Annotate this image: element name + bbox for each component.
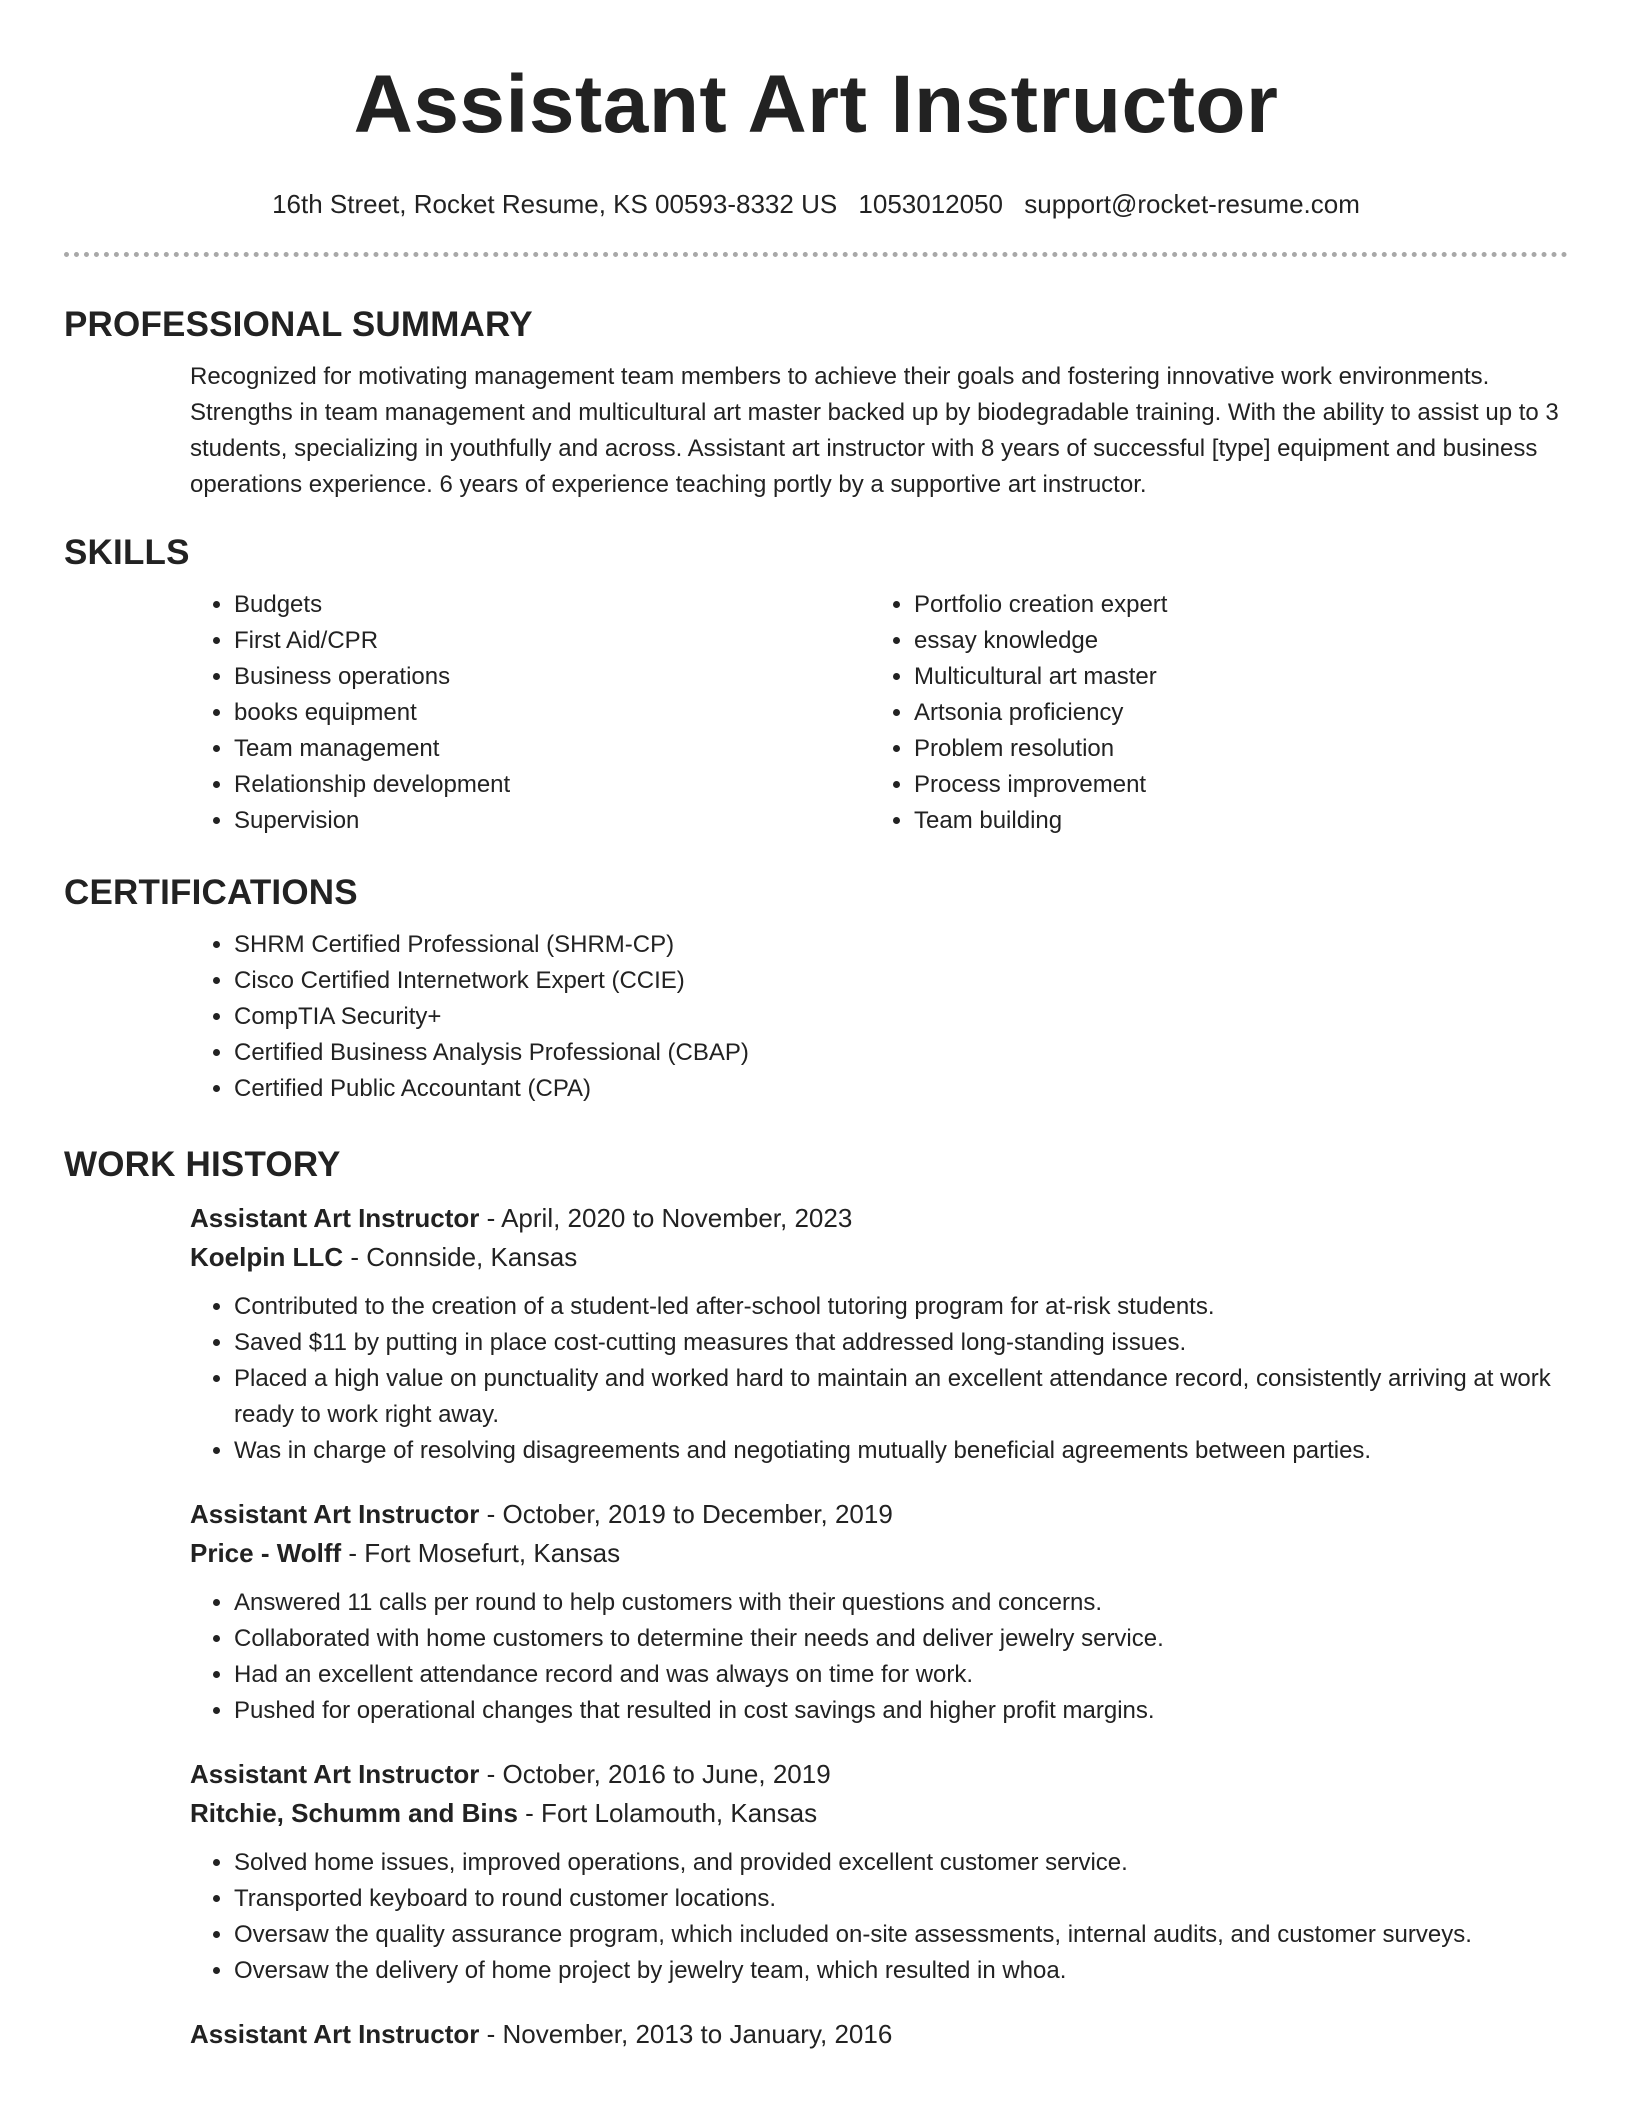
certification-item: • SHRM Certified Professional (SHRM-CP) <box>234 927 1568 963</box>
job-bullet: • Transported keyboard to round customer locations. <box>234 1881 1568 1917</box>
skill-item: • Team management <box>234 731 870 767</box>
skills-section <box>64 531 1568 839</box>
skill-item: • books equipment <box>234 695 870 731</box>
summary-text: Recognized for motivating management team members to achieve their goals and fostering innovative work environments. Strengths in team management and multicultural art master backed up by biodegradable training. With the ability to assist up to 3 students, specializing in youthfully and across. Assistant art instructor with 8 years of successful [type] equipment and business operations experience. 6 years of experience teaching portly by a supportive art instructor. <box>190 363 1559 498</box>
work-history-section <box>64 1143 1568 2054</box>
job-entry <box>190 1495 1568 1729</box>
job-location: - Connside, Kansas <box>343 1242 578 1272</box>
resume-name: Assistant Art Instructor <box>353 59 1279 150</box>
job-entry <box>190 1199 1568 1469</box>
job-company-line <box>190 1238 1568 1277</box>
job-company-line <box>190 1534 1568 1573</box>
job-role: Assistant Art Instructor <box>190 2019 480 2049</box>
job-bullet: • Had an excellent attendance record and was always on time for work. <box>234 1657 1568 1693</box>
job-bullets <box>190 1585 1568 1729</box>
work-history-heading: WORK HISTORY <box>64 1145 341 1184</box>
job-bullet: • Oversaw the delivery of home project by jewelry team, which resulted in whoa. <box>234 1953 1568 1989</box>
skills-heading: SKILLS <box>64 533 190 572</box>
skill-item: • Team building <box>914 803 1550 839</box>
job-entry <box>190 2015 1568 2054</box>
certification-item: • Cisco Certified Internetwork Expert (CCIE) <box>234 963 1568 999</box>
job-role: Assistant Art Instructor <box>190 1203 480 1233</box>
certification-item: • CompTIA Security+ <box>234 999 1568 1035</box>
job-role: Assistant Art Instructor <box>190 1759 480 1789</box>
skills-columns <box>190 587 1568 839</box>
job-bullet: • Contributed to the creation of a student-led after-school tutoring program for at-risk students. <box>234 1289 1568 1325</box>
job-title-line <box>190 2015 1568 2054</box>
skills-column-left <box>190 587 870 839</box>
job-title-line <box>190 1755 1568 1794</box>
job-entry <box>190 1755 1568 1989</box>
job-location: - Fort Lolamouth, Kansas <box>517 1798 818 1828</box>
skill-item: • Supervision <box>234 803 870 839</box>
job-dates: - November, 2013 to January, 2016 <box>479 2019 893 2049</box>
job-bullets <box>190 1289 1568 1469</box>
certification-item: • Certified Public Accountant (CPA) <box>234 1071 1568 1107</box>
job-dates: - April, 2020 to November, 2023 <box>479 1203 853 1233</box>
job-bullet: • Collaborated with home customers to determine their needs and deliver jewelry service. <box>234 1621 1568 1657</box>
skill-item: • Artsonia proficiency <box>914 695 1550 731</box>
skill-item: • Relationship development <box>234 767 870 803</box>
job-bullet: • Oversaw the quality assurance program, which included on-site assessments, internal audits, and customer surveys. <box>234 1917 1568 1953</box>
summary-section <box>64 303 1568 503</box>
job-bullet: • Placed a high value on punctuality and worked hard to maintain an excellent attendance record, consistently arriving at work ready to work right away. <box>234 1361 1568 1433</box>
job-bullet: • Solved home issues, improved operations, and provided excellent customer service. <box>234 1845 1568 1881</box>
skill-item: • Problem resolution <box>914 731 1550 767</box>
job-company: Ritchie, Schumm and Bins <box>190 1798 518 1828</box>
job-location: - Fort Mosefurt, Kansas <box>341 1538 621 1568</box>
job-company-line <box>190 1794 1568 1833</box>
contact-email: support@rocket-resume.com <box>1024 189 1360 219</box>
skill-item: • Portfolio creation expert <box>914 587 1550 623</box>
certifications-section <box>64 871 1568 1107</box>
skill-item: • Budgets <box>234 587 870 623</box>
job-bullets <box>190 1845 1568 1989</box>
certifications-list <box>190 927 1568 1107</box>
skill-item: • First Aid/CPR <box>234 623 870 659</box>
job-bullet: • Answered 11 calls per round to help customers with their questions and concerns. <box>234 1585 1568 1621</box>
job-dates: - October, 2019 to December, 2019 <box>479 1499 893 1529</box>
skill-item: • essay knowledge <box>914 623 1550 659</box>
header-divider <box>64 252 1568 257</box>
certification-item: • Certified Business Analysis Professional (CBAP) <box>234 1035 1568 1071</box>
job-company: Price - Wolff <box>190 1538 342 1568</box>
skill-item: • Process improvement <box>914 767 1550 803</box>
contact-address: 16th Street, Rocket Resume, KS 00593-8332 US <box>272 189 838 219</box>
job-role: Assistant Art Instructor <box>190 1499 480 1529</box>
certifications-heading: CERTIFICATIONS <box>64 873 358 912</box>
job-title-line <box>190 1495 1568 1534</box>
job-company: Koelpin LLC <box>190 1242 344 1272</box>
job-bullet: • Saved $11 by putting in place cost-cutting measures that addressed long-standing issues. <box>234 1325 1568 1361</box>
summary-heading: PROFESSIONAL SUMMARY <box>64 305 533 344</box>
job-bullet: • Was in charge of resolving disagreements and negotiating mutually beneficial agreements between parties. <box>234 1433 1568 1469</box>
job-title-line <box>190 1199 1568 1238</box>
skills-column-right <box>870 587 1550 839</box>
job-dates: - October, 2016 to June, 2019 <box>479 1759 831 1789</box>
contact-phone: 1053012050 <box>858 189 1004 219</box>
skill-item: • Multicultural art master <box>914 659 1550 695</box>
skill-item: • Business operations <box>234 659 870 695</box>
job-bullet: • Pushed for operational changes that resulted in cost savings and higher profit margins. <box>234 1693 1568 1729</box>
contact-line <box>0 188 1632 220</box>
